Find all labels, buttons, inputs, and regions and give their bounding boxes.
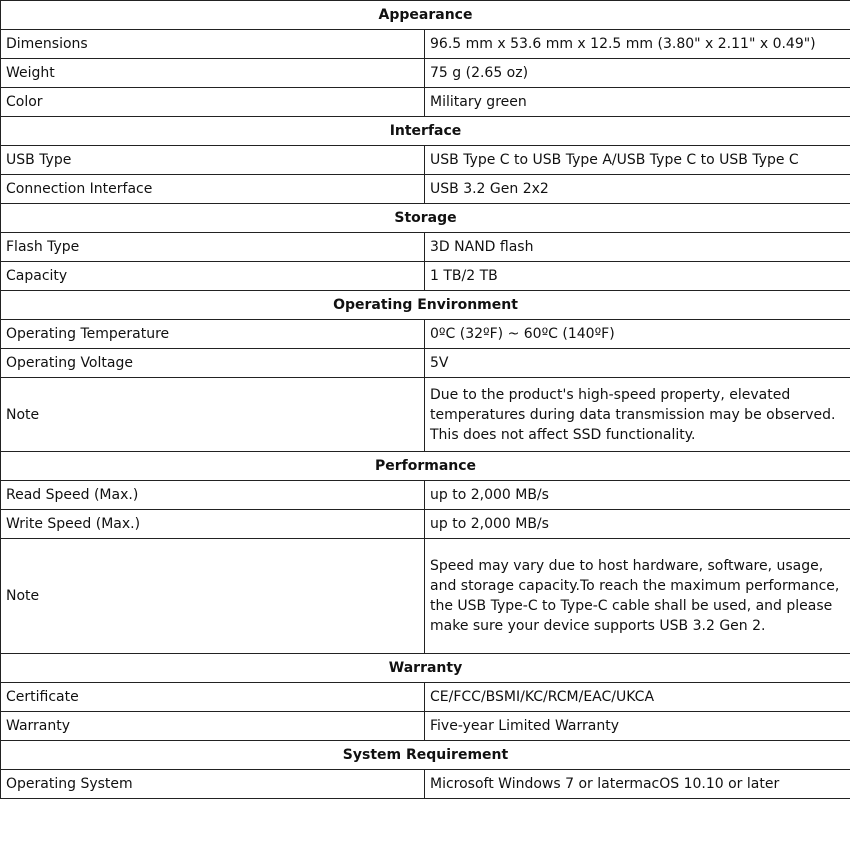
spec-value: up to 2,000 MB/s <box>425 481 850 510</box>
spec-value: 5V <box>425 349 850 378</box>
spec-value: 1 TB/2 TB <box>425 262 850 291</box>
spec-label: Operating System <box>1 770 425 799</box>
spec-value: Microsoft Windows 7 or latermacOS 10.10 or later <box>425 770 850 799</box>
spec-value: Due to the product's high-speed property, elevated temperatures during data transmission may be observed. This does not affect SSD functionality. <box>425 378 850 452</box>
table-row <box>1 175 850 204</box>
spec-label: Read Speed (Max.) <box>1 481 425 510</box>
table-row <box>1 481 850 510</box>
section-header-row <box>1 117 850 146</box>
spec-value: 75 g (2.65 oz) <box>425 59 850 88</box>
table-row <box>1 88 850 117</box>
spec-label: Note <box>1 378 425 452</box>
table-row <box>1 59 850 88</box>
spec-label: Operating Temperature <box>1 320 425 349</box>
section-header-row <box>1 452 850 481</box>
section-title-operating-environment: Operating Environment <box>1 291 850 320</box>
spec-label: Certificate <box>1 683 425 712</box>
table-row <box>1 146 850 175</box>
section-title-warranty: Warranty <box>1 654 850 683</box>
section-title-system-requirement: System Requirement <box>1 741 850 770</box>
spec-label: Connection Interface <box>1 175 425 204</box>
section-title-performance: Performance <box>1 452 850 481</box>
spec-value: 0ºC (32ºF) ~ 60ºC (140ºF) <box>425 320 850 349</box>
spec-value: Speed may vary due to host hardware, software, usage, and storage capacity.To reach the maximum performance, the USB Type-C to Type-C cable shall be used, and please make sure your device supports USB 3.2 Gen 2. <box>425 539 850 654</box>
spec-label: Flash Type <box>1 233 425 262</box>
spec-value: 96.5 mm x 53.6 mm x 12.5 mm (3.80" x 2.11" x 0.49") <box>425 30 850 59</box>
table-row <box>1 712 850 741</box>
table-row <box>1 349 850 378</box>
spec-label: Operating Voltage <box>1 349 425 378</box>
section-header-row <box>1 741 850 770</box>
spec-label: Color <box>1 88 425 117</box>
spec-value: Military green <box>425 88 850 117</box>
spec-value: USB 3.2 Gen 2x2 <box>425 175 850 204</box>
section-header-row <box>1 1 850 30</box>
table-row <box>1 233 850 262</box>
spec-label: Capacity <box>1 262 425 291</box>
table-row <box>1 770 850 799</box>
table-row <box>1 510 850 539</box>
spec-label: Write Speed (Max.) <box>1 510 425 539</box>
spec-value: USB Type C to USB Type A/USB Type C to USB Type C <box>425 146 850 175</box>
section-title-interface: Interface <box>1 117 850 146</box>
spec-label: Dimensions <box>1 30 425 59</box>
table-row <box>1 30 850 59</box>
section-header-row <box>1 291 850 320</box>
table-row <box>1 262 850 291</box>
section-header-row <box>1 204 850 233</box>
spec-value: Five-year Limited Warranty <box>425 712 850 741</box>
table-row <box>1 320 850 349</box>
spec-value: 3D NAND flash <box>425 233 850 262</box>
spec-label: USB Type <box>1 146 425 175</box>
spec-value: CE/FCC/BSMI/KC/RCM/EAC/UKCA <box>425 683 850 712</box>
section-header-row <box>1 654 850 683</box>
section-title-storage: Storage <box>1 204 850 233</box>
table-row <box>1 539 850 654</box>
spec-label: Note <box>1 539 425 654</box>
spec-label: Warranty <box>1 712 425 741</box>
spec-value: up to 2,000 MB/s <box>425 510 850 539</box>
spec-label: Weight <box>1 59 425 88</box>
table-row <box>1 378 850 452</box>
section-title-appearance: Appearance <box>1 1 850 30</box>
table-row <box>1 683 850 712</box>
